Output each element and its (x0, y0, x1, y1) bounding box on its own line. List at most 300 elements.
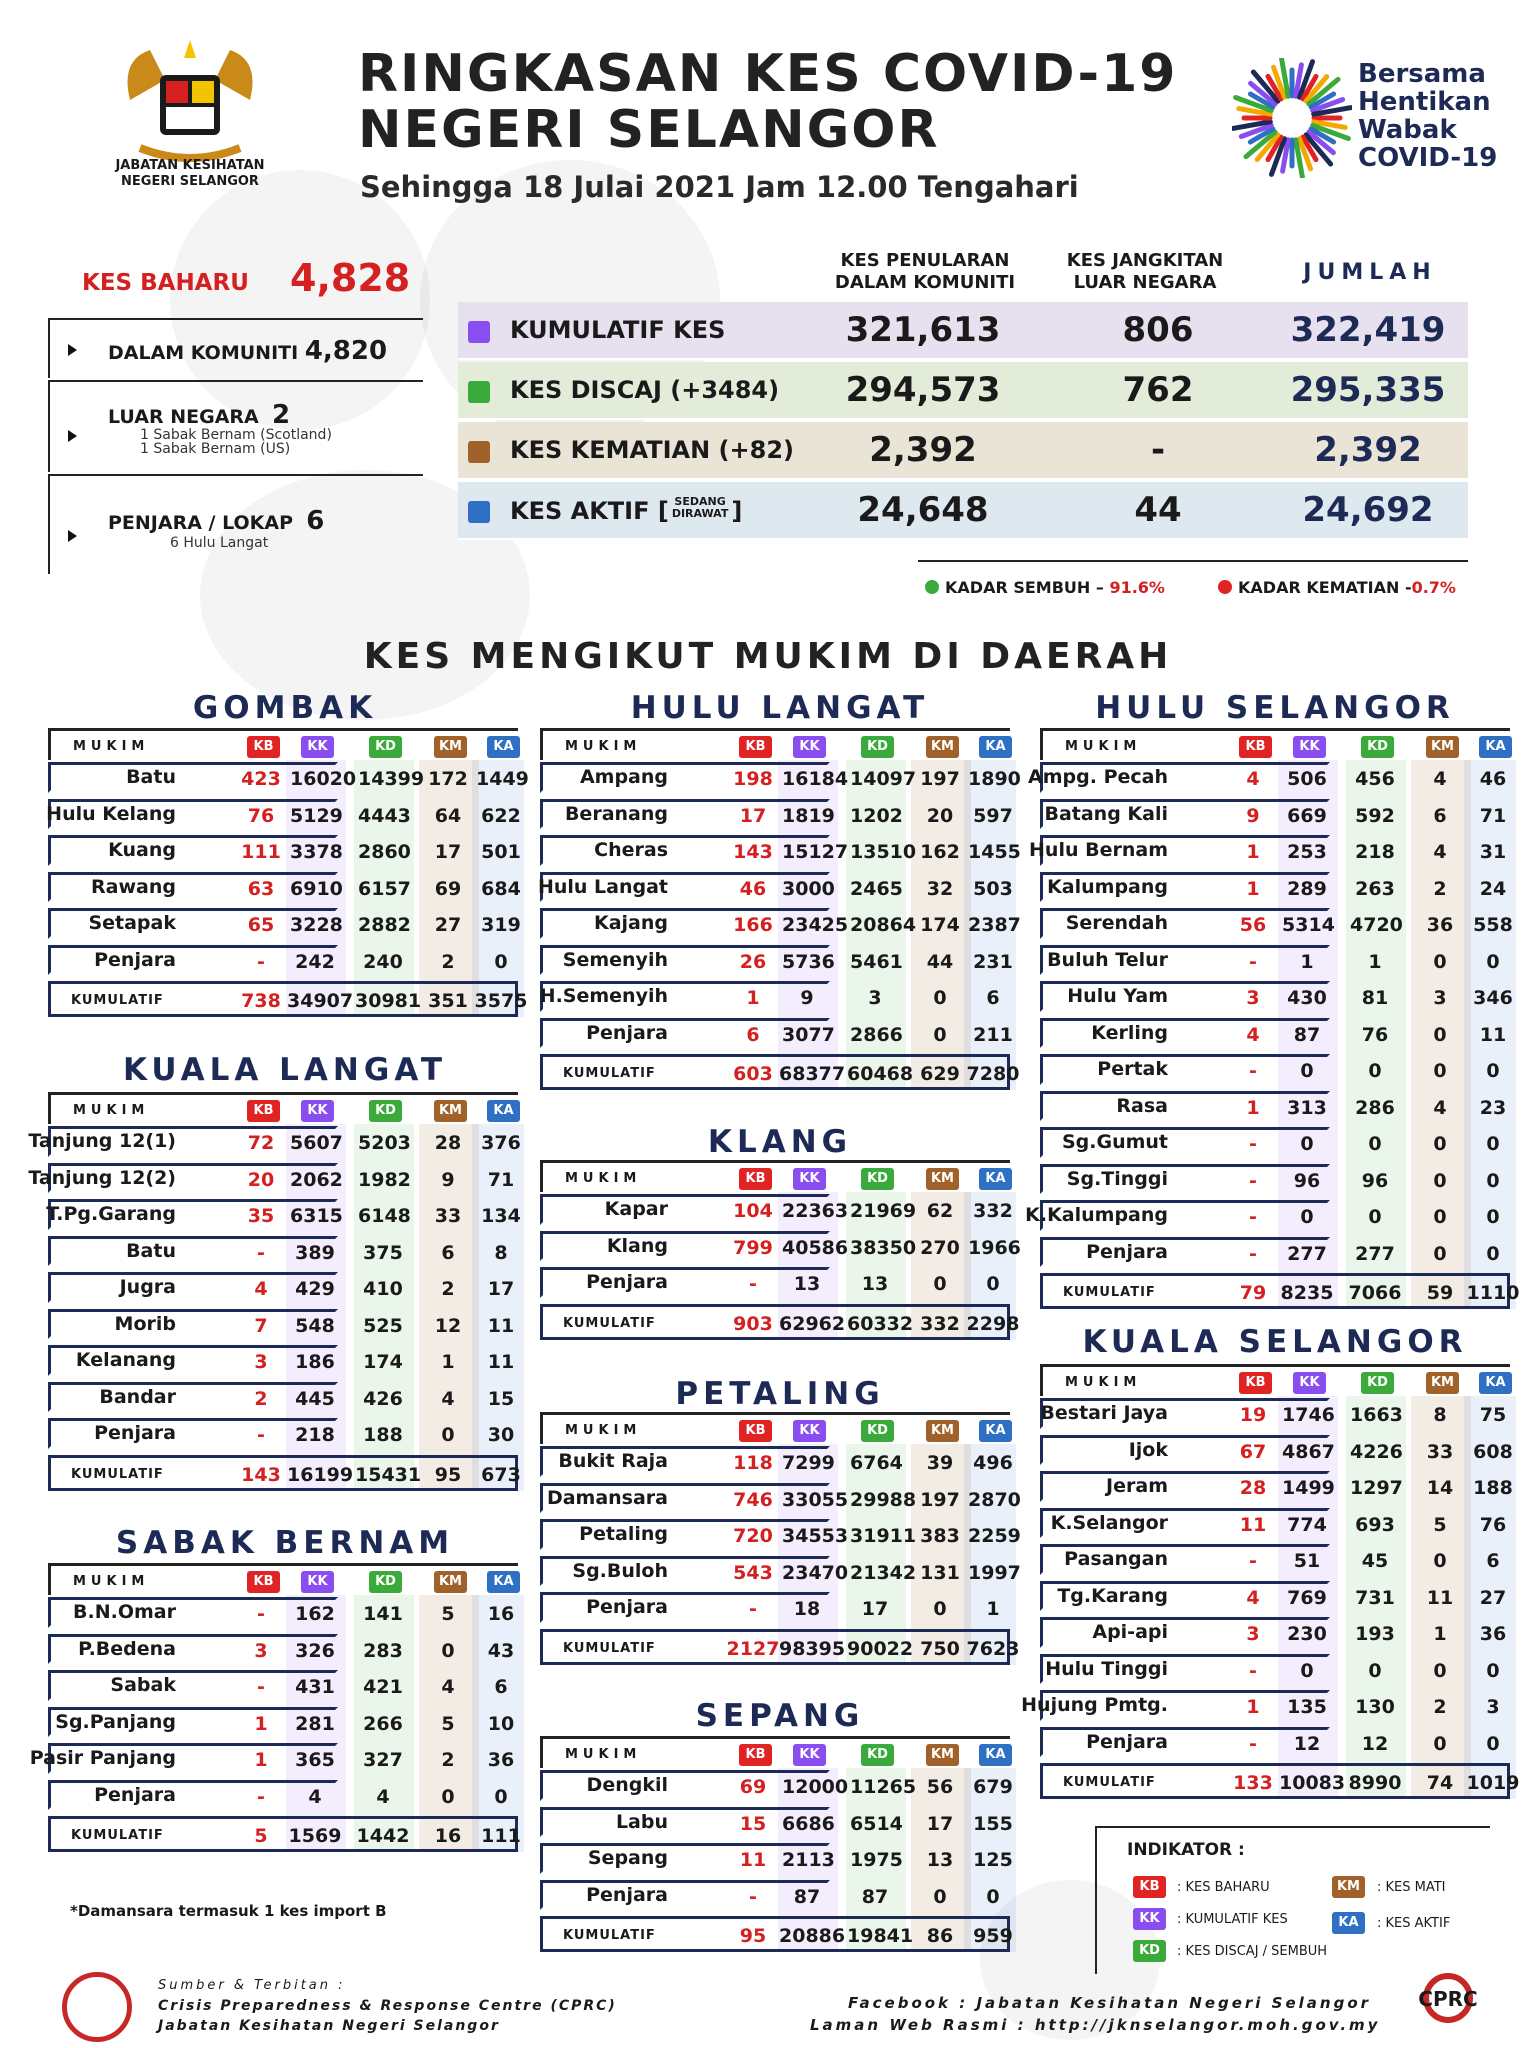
table-header (48, 1563, 518, 1595)
kb-value: 2 (254, 1387, 268, 1410)
ka-badge: KA (979, 1420, 1012, 1442)
ka-value: 1966 (968, 1236, 1021, 1259)
kb-value: 3 (1246, 987, 1260, 1009)
ka-value: 30 (487, 1424, 515, 1446)
prison-value: 6 (306, 506, 325, 536)
mukim-name: Semenyih (562, 948, 668, 971)
kd-value: 29988 (850, 1488, 917, 1511)
mukim-name: Pertak (1097, 1058, 1168, 1080)
total-km-value: 332 (920, 1312, 960, 1335)
table-row (1029, 833, 1510, 870)
total-row (540, 1304, 1020, 1340)
kd-value: 592 (1355, 804, 1395, 827)
ka-value: 332 (973, 1200, 1013, 1222)
km-value: 32 (926, 877, 954, 900)
table-row (28, 1161, 518, 1198)
total-row (48, 1455, 521, 1491)
new-cases-value: 4,828 (290, 256, 411, 300)
kk-value: 445 (295, 1387, 335, 1410)
ka-value: 2870 (968, 1488, 1021, 1511)
kk-value: 4 (308, 1785, 322, 1808)
kd-value: 1982 (358, 1168, 411, 1191)
district-title-gombak: GOMBAK (192, 690, 378, 726)
km-badge: KM (926, 1168, 959, 1190)
kk-value: 769 (1287, 1586, 1327, 1609)
km-value: 0 (933, 987, 947, 1009)
import-value: 2 (271, 400, 291, 430)
km-value: 3 (1433, 987, 1447, 1009)
km-value: 4 (441, 1676, 455, 1698)
kb-value: - (1249, 1133, 1257, 1155)
mukim-name: Ampg. Pecah (1028, 766, 1168, 788)
kb-value: 118 (733, 1452, 773, 1474)
total-label: KUMULATIF (1063, 1775, 1156, 1790)
total-km-value: 750 (920, 1637, 960, 1660)
kd-value: 17 (861, 1598, 889, 1620)
kd-value: 14399 (358, 768, 425, 790)
kb-value: - (257, 1424, 265, 1446)
table-row (1040, 1433, 1513, 1470)
ka-value: 134 (481, 1205, 521, 1227)
crest-caption-line2: NEGERI SELANGOR (121, 174, 259, 189)
km-value: 197 (920, 1488, 960, 1511)
kb-value: 35 (247, 1205, 275, 1227)
km-badge: KM (926, 736, 959, 758)
kd-value: 11265 (850, 1776, 917, 1798)
kb-badge: KB (247, 1571, 280, 1593)
total-kb-value: 738 (241, 990, 281, 1012)
campaign-line: Wabak (1358, 115, 1457, 145)
kb-badge: KB (1239, 1372, 1272, 1394)
kb-value: 423 (241, 768, 281, 790)
total-km-value: 95 (434, 1463, 462, 1486)
summary-import-value: 806 (1122, 310, 1194, 350)
table-row (1040, 1469, 1513, 1506)
km-value: 17 (434, 841, 462, 863)
kk-value: 51 (1293, 1550, 1321, 1572)
summary-import-value: - (1150, 430, 1166, 470)
km-value: 4 (441, 1387, 455, 1410)
km-value: 39 (926, 1452, 954, 1474)
km-value: 2 (441, 1749, 455, 1771)
km-value: 27 (434, 914, 462, 936)
kd-value: 13510 (850, 841, 917, 863)
legend-ka-text: : KES AKTIF (1377, 1916, 1451, 1931)
kk-value: 431 (295, 1676, 335, 1698)
kb-value: 15 (739, 1812, 767, 1835)
campaign-line: Bersama (1358, 59, 1486, 89)
discharged-square-icon (468, 381, 490, 403)
source-line-1: Crisis Preparedness & Response Centre (CPRC) (158, 1998, 617, 2014)
total-kb-value: 2127 (726, 1637, 780, 1660)
summary-total-value: 2,392 (1314, 430, 1422, 470)
table-row (540, 906, 1021, 943)
kk-value: 774 (1287, 1513, 1327, 1536)
mukim-name: Pasangan (1064, 1548, 1168, 1570)
legend-km-text: : KES MATI (1377, 1880, 1446, 1895)
bullet-icon (68, 530, 77, 542)
kd-value: 2465 (850, 877, 903, 900)
col-import-header (1040, 250, 1250, 294)
table-row (540, 1805, 1013, 1842)
km-value: 0 (1433, 1550, 1447, 1572)
km-badge: KM (1426, 736, 1459, 758)
summary-total-value: 322,419 (1290, 310, 1446, 350)
kd-value: 456 (1355, 768, 1395, 790)
mukim-header: MUKIM (1065, 739, 1142, 754)
kd-value: 1202 (850, 804, 903, 827)
page-title-line2: NEGERI SELANGOR (358, 100, 940, 160)
table-row (48, 870, 521, 907)
total-kd-value: 90022 (847, 1637, 914, 1660)
table-row (48, 833, 521, 870)
kb-value: 65 (247, 914, 275, 936)
km-value: 11 (1426, 1586, 1454, 1609)
kb-value: 3 (254, 1639, 268, 1662)
ka-value: 75 (1479, 1404, 1507, 1426)
table-row (48, 1234, 518, 1271)
crest-caption (80, 158, 300, 190)
col-header-line: LUAR NEGARA (1073, 272, 1217, 293)
kk-value: 389 (295, 1241, 335, 1264)
kb-value: 28 (1239, 1477, 1267, 1499)
kb-value: 4 (1246, 1586, 1260, 1609)
km-value: 0 (933, 1023, 947, 1046)
mukim-name: Tg.Karang (1057, 1584, 1168, 1607)
total-kd-value: 30981 (355, 990, 422, 1012)
ka-badge: KA (979, 1744, 1012, 1766)
ka-badge: KA (979, 1168, 1012, 1190)
table-row (48, 1705, 518, 1742)
total-kb-value: 95 (739, 1925, 767, 1947)
mukim-name: Penjara (94, 1422, 176, 1444)
ka-value: 622 (481, 804, 521, 827)
km-value: 2 (441, 1278, 455, 1300)
ka-value: 36 (487, 1749, 515, 1771)
kk-value: 3077 (782, 1023, 835, 1046)
green-dot-icon (925, 580, 939, 594)
kd-value: 0 (1368, 1659, 1382, 1682)
kb-badge: KB (739, 1168, 772, 1190)
kd-value: 693 (1355, 1513, 1395, 1536)
mukim-name: Setapak (88, 912, 176, 934)
kb-value: 26 (739, 950, 767, 973)
kd-value: 5203 (358, 1132, 411, 1154)
total-kk-value: 34907 (287, 990, 354, 1012)
kb-value: 56 (1239, 914, 1267, 936)
table-row (48, 1668, 518, 1705)
district-title-kuala-selangor: KUALA SELANGOR (1082, 1324, 1468, 1360)
kd-value: 218 (1355, 841, 1395, 863)
district-table-kuala-selangor (1021, 1364, 1520, 1799)
kk-value: 5314 (1282, 914, 1335, 936)
recovery-label: KADAR SEMBUH – (945, 578, 1104, 597)
mukim-header: MUKIM (565, 1171, 642, 1186)
kb-value: 7 (254, 1314, 268, 1337)
total-km-value: 74 (1426, 1772, 1454, 1794)
kk-value: 1 (1300, 950, 1314, 973)
table-row (540, 1229, 1021, 1266)
total-kd-value: 1442 (356, 1825, 410, 1847)
mukim-name: Ijok (1128, 1438, 1168, 1461)
kk-value: 87 (793, 1885, 821, 1908)
km-badge: KM (434, 736, 467, 758)
kk-value: 22363 (782, 1200, 849, 1222)
summary-underline (918, 560, 1468, 562)
kb-value: 69 (739, 1776, 767, 1798)
km-value: 0 (1433, 1242, 1447, 1265)
ka-value: 0 (1486, 1242, 1500, 1265)
total-kk-value: 1569 (288, 1825, 342, 1847)
district-table-hulu-langat (537, 728, 1021, 1090)
kk-badge: KK (793, 736, 826, 758)
table-row (540, 1841, 1013, 1878)
mukim-name: B.N.Omar (73, 1601, 176, 1623)
mukim-name: Penjara (586, 1883, 668, 1906)
table-row (540, 1444, 1013, 1481)
table-row (48, 1270, 518, 1307)
kd-badge: KD (369, 1571, 402, 1593)
kd-value: 6764 (850, 1452, 903, 1474)
kk-value: 34553 (782, 1525, 849, 1547)
kb-value: 104 (733, 1200, 773, 1222)
kb-badge: KB (1239, 736, 1272, 758)
kk-value: 12000 (782, 1776, 849, 1798)
kb-badge: KB (739, 1420, 772, 1442)
kk-value: 289 (1287, 877, 1327, 900)
table-row (1040, 1162, 1510, 1199)
km-value: 162 (920, 841, 960, 863)
ka-value: 71 (1479, 804, 1507, 827)
ka-value: 23 (1479, 1096, 1507, 1119)
kb-value: - (1249, 1242, 1257, 1265)
table-row (29, 1741, 518, 1778)
import-note: 1 Sabak Bernam (US) (140, 441, 291, 457)
table-row (1040, 1125, 1510, 1162)
summary-row-label: KES DISCAJ (+3484) (510, 376, 780, 404)
mukim-name: Hulu Tinggi (1045, 1657, 1168, 1680)
kd-value: 20864 (850, 914, 917, 936)
import-note: 1 Sabak Bernam (Scotland) (140, 427, 332, 443)
total-row (1040, 1763, 1520, 1799)
kd-value: 81 (1361, 987, 1389, 1009)
district-title-hulu-langat: HULU LANGAT (630, 690, 930, 726)
kb-value: - (257, 1241, 265, 1264)
table-row (28, 1124, 521, 1161)
mukim-name: Jeram (1106, 1475, 1168, 1497)
ka-value: 684 (481, 877, 521, 900)
km-value: 14 (1426, 1477, 1454, 1499)
kd-value: 410 (363, 1278, 403, 1300)
mukim-name: Batu (126, 766, 176, 788)
kb-value: 166 (733, 914, 773, 936)
mukim-name: Tanjung 12(1) (28, 1130, 176, 1152)
kk-value: 96 (1293, 1169, 1321, 1192)
col-header-line: KES JANGKITAN (1066, 250, 1224, 271)
kk-value: 6910 (290, 877, 343, 900)
total-ka-value: 7623 (966, 1637, 1020, 1660)
ka-value: 1455 (968, 841, 1021, 863)
kd-value: 6157 (358, 877, 411, 900)
kd-badge: KD (369, 736, 402, 758)
kd-value: 4 (376, 1785, 390, 1808)
kd-value: 2860 (358, 841, 411, 863)
km-value: 0 (1433, 1169, 1447, 1192)
total-kd-value: 15431 (355, 1463, 422, 1486)
total-row (1040, 1273, 1520, 1309)
kd-badge: KD (1361, 1372, 1394, 1394)
km-value: 33 (1426, 1440, 1454, 1463)
mukim-name: Hulu Bernam (1029, 839, 1168, 861)
mukim-name: Kelanang (75, 1349, 176, 1371)
kk-value: 0 (1300, 1060, 1314, 1082)
total-ka-value: 1019 (1466, 1772, 1520, 1794)
ka-value: 76 (1479, 1513, 1507, 1536)
ka-value: 27 (1479, 1586, 1507, 1609)
kd-value: 3 (868, 987, 882, 1009)
km-value: 4 (1433, 1096, 1447, 1119)
table-row (48, 1778, 518, 1815)
mukim-name: P.Bedena (78, 1637, 176, 1660)
table-row (540, 1016, 1013, 1053)
active-sublabel: DIRAWAT (671, 507, 729, 520)
km-value: 2 (1433, 877, 1447, 900)
deaths-square-icon (468, 441, 490, 463)
ka-value: 496 (973, 1452, 1013, 1474)
table-row (540, 1481, 1021, 1518)
prison-text: PENJARA / LOKAP (108, 512, 294, 534)
total-ka-value: 673 (481, 1463, 521, 1486)
total-kb-value: 133 (1233, 1772, 1273, 1794)
mukim-name: Sabak (110, 1674, 176, 1696)
km-value: 33 (434, 1205, 462, 1227)
kb-value: - (257, 1676, 265, 1698)
table-row (48, 1307, 518, 1344)
km-badge: KM (926, 1744, 959, 1766)
kk-value: 1746 (1282, 1404, 1335, 1426)
km-value: 0 (1433, 1659, 1447, 1682)
total-kb-value: 79 (1239, 1282, 1267, 1304)
mukim-name: Ampang (579, 766, 668, 788)
kb-value: 1 (746, 987, 760, 1009)
total-label: KUMULATIF (563, 1315, 656, 1331)
table-row (1040, 1235, 1510, 1272)
table-row (540, 797, 1013, 834)
cumulative-square-icon (468, 321, 490, 343)
km-value: 9 (441, 1168, 455, 1191)
red-dot-icon (1218, 580, 1232, 594)
kb-value: 3 (254, 1351, 268, 1373)
total-ka-value: 959 (973, 1925, 1013, 1947)
table-row (540, 833, 1021, 870)
ka-value: 558 (1473, 914, 1513, 936)
ka-value: 503 (973, 877, 1013, 900)
km-badge: KM (434, 1571, 467, 1593)
table-row (48, 943, 518, 980)
km-value: 5 (1433, 1513, 1447, 1536)
kk-value: 506 (1287, 768, 1327, 790)
kb-value: 1 (1246, 841, 1260, 863)
ka-value: 11 (1479, 1023, 1507, 1046)
km-value: 56 (926, 1776, 954, 1798)
prison-note: 6 Hulu Langat (170, 535, 269, 551)
mukim-header: MUKIM (1065, 1375, 1142, 1390)
crest-caption-line1: JABATAN KESIHATAN (115, 158, 265, 173)
district-table-sabak-bernam (29, 1563, 521, 1852)
total-ka-value: 1110 (1466, 1282, 1520, 1304)
ka-value: 10 (487, 1712, 515, 1735)
km-badge: KM (926, 1420, 959, 1442)
mukim-name: Morib (114, 1312, 176, 1335)
ka-value: 8 (494, 1241, 508, 1264)
summary-total-value: 295,335 (1290, 370, 1446, 410)
kk-value: 0 (1300, 1659, 1314, 1682)
legend-ka-badge: KA (1332, 1912, 1365, 1934)
kb-value: - (1249, 950, 1257, 973)
legend-km-badge: KM (1332, 1876, 1365, 1898)
table-row (1040, 1016, 1510, 1053)
table-row (1028, 760, 1510, 797)
kd-badge: KD (861, 1420, 894, 1442)
ka-value: 0 (1486, 1206, 1500, 1228)
kd-value: 76 (1361, 1023, 1389, 1046)
mukim-name: Penjara (94, 948, 176, 971)
total-kd-value: 60468 (847, 1063, 914, 1085)
total-label: KUMULATIF (563, 1928, 656, 1943)
table-row (48, 1595, 518, 1632)
kd-value: 130 (1355, 1696, 1395, 1718)
bullet-icon (68, 344, 77, 356)
kb-value: 11 (739, 1849, 767, 1871)
ka-value: 16 (487, 1603, 515, 1625)
summary-row-active (458, 482, 1468, 540)
kb-value: 46 (739, 877, 767, 900)
mukim-name: Api-api (1092, 1621, 1168, 1643)
kk-value: 13 (793, 1273, 821, 1295)
community-value: 4,820 (304, 336, 388, 366)
kk-value: 313 (1287, 1096, 1327, 1119)
mukim-name: Serendah (1065, 912, 1168, 934)
kk-value: 33055 (782, 1488, 849, 1511)
ka-badge: KA (1479, 1372, 1512, 1394)
recovery-value: 91.6% (1109, 578, 1165, 597)
table-row (48, 1380, 518, 1417)
table-row (1040, 1052, 1510, 1089)
kb-value: 720 (733, 1525, 773, 1547)
kb-value: 19 (1239, 1404, 1267, 1426)
mukim-header: MUKIM (73, 1574, 150, 1589)
kb-value: 4 (1246, 768, 1260, 790)
ka-value: 11 (487, 1314, 515, 1337)
total-ka-value: 2298 (966, 1312, 1020, 1335)
table-row (540, 1768, 1013, 1805)
kb-value: - (1249, 1659, 1257, 1682)
kk-value: 162 (295, 1603, 335, 1625)
ka-value: 376 (481, 1132, 521, 1154)
km-value: 5 (441, 1603, 455, 1625)
km-value: 0 (441, 1424, 455, 1446)
col-header-line: KES PENULARAN (840, 250, 1010, 271)
district-table-klang (540, 1160, 1021, 1340)
ka-value: 43 (487, 1639, 515, 1662)
kb-value: 1 (1246, 1696, 1260, 1718)
kd-value: 327 (363, 1749, 403, 1771)
km-value: 1 (1433, 1623, 1447, 1645)
km-value: 20 (926, 804, 954, 827)
kb-value: 799 (733, 1236, 773, 1259)
active-label-end: ] (731, 497, 743, 525)
mukim-name: Klang (606, 1234, 668, 1257)
